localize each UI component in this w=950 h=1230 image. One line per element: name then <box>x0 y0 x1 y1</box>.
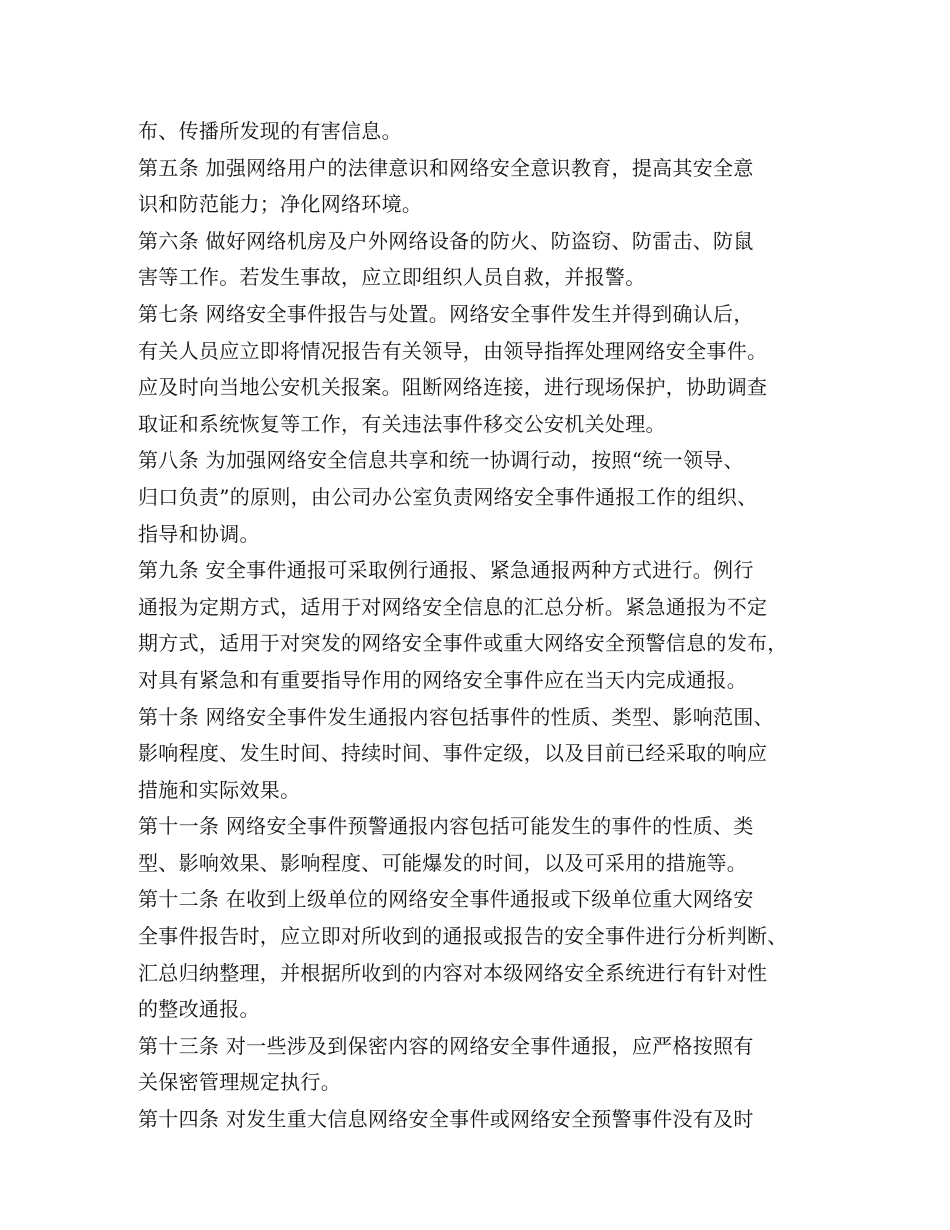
text-line: 期方式，适用于对突发的网络安全事件或重大网络安全预警信息的发布， <box>138 631 788 656</box>
text-line: 措施和实际效果。 <box>138 777 301 802</box>
text-line: 第七条 网络安全事件报告与处置。网络安全事件发生并得到确认后， <box>138 301 754 326</box>
text-line: 汇总归纳整理，并根据所收到的内容对本级网络安全系统进行有针对性 <box>138 960 768 985</box>
text-line: 对具有紧急和有重要指导作用的网络安全事件应在当天内完成通报。 <box>138 667 747 692</box>
text-line: 第八条 为加强网络安全信息共享和统一协调行动，按照“统一领导、 <box>138 448 744 473</box>
text-line: 第六条 做好网络机房及户外网络设备的防火、防盗窃、防雷击、防鼠 <box>138 228 754 253</box>
text-line: 全事件报告时，应立即对所收到的通报或报告的安全事件进行分析判断、 <box>138 924 788 949</box>
text-line: 关保密管理规定执行。 <box>138 1070 341 1095</box>
text-line: 影响程度、发生时间、持续时间、事件定级，以及目前已经采取的响应 <box>138 741 768 766</box>
document-body <box>138 113 838 1138</box>
text-line: 第十条 网络安全事件发生通报内容包括事件的性质、类型、影响范围、 <box>138 704 774 729</box>
text-line: 取证和系统恢复等工作，有关违法事件移交公安机关处理。 <box>138 411 666 436</box>
text-line: 第九条 安全事件通报可采取例行通报、紧急通报两种方式进行。例行 <box>138 558 754 583</box>
text-line: 第十三条 对一些涉及到保密内容的网络安全事件通报，应严格按照有 <box>138 1033 754 1058</box>
text-line: 害等工作。若发生事故，应立即组织人员自救，并报警。 <box>138 265 646 290</box>
text-line: 型、影响效果、影响程度、可能爆发的时间，以及可采用的措施等。 <box>138 850 747 875</box>
text-line: 识和防范能力；净化网络环境。 <box>138 192 423 217</box>
text-line: 第十四条 对发生重大信息网络安全事件或网络安全预警事件没有及时 <box>138 1107 754 1132</box>
text-line: 归口负责”的原则，由公司办公室负责网络安全事件通报工作的组织、 <box>138 484 758 509</box>
text-line: 的整改通报。 <box>138 997 260 1022</box>
text-line: 应及时向当地公安机关报案。阻断网络连接，进行现场保护，协助调查 <box>138 375 768 400</box>
text-line: 第十二条 在收到上级单位的网络安全事件通报或下级单位重大网络安 <box>138 887 754 912</box>
text-line: 布、传播所发现的有害信息。 <box>138 119 402 143</box>
text-line: 有关人员应立即将情况报告有关领导，由领导指挥处理网络安全事件。 <box>138 338 768 363</box>
text-line: 第五条 加强网络用户的法律意识和网络安全意识教育，提高其安全意 <box>138 155 754 180</box>
text-line: 通报为定期方式，适用于对网络安全信息的汇总分析。紧急通报为不定 <box>138 594 768 619</box>
text-line: 指导和协调。 <box>138 521 260 546</box>
text-line: 第十一条 网络安全事件预警通报内容包括可能发生的事件的性质、类 <box>138 814 754 839</box>
